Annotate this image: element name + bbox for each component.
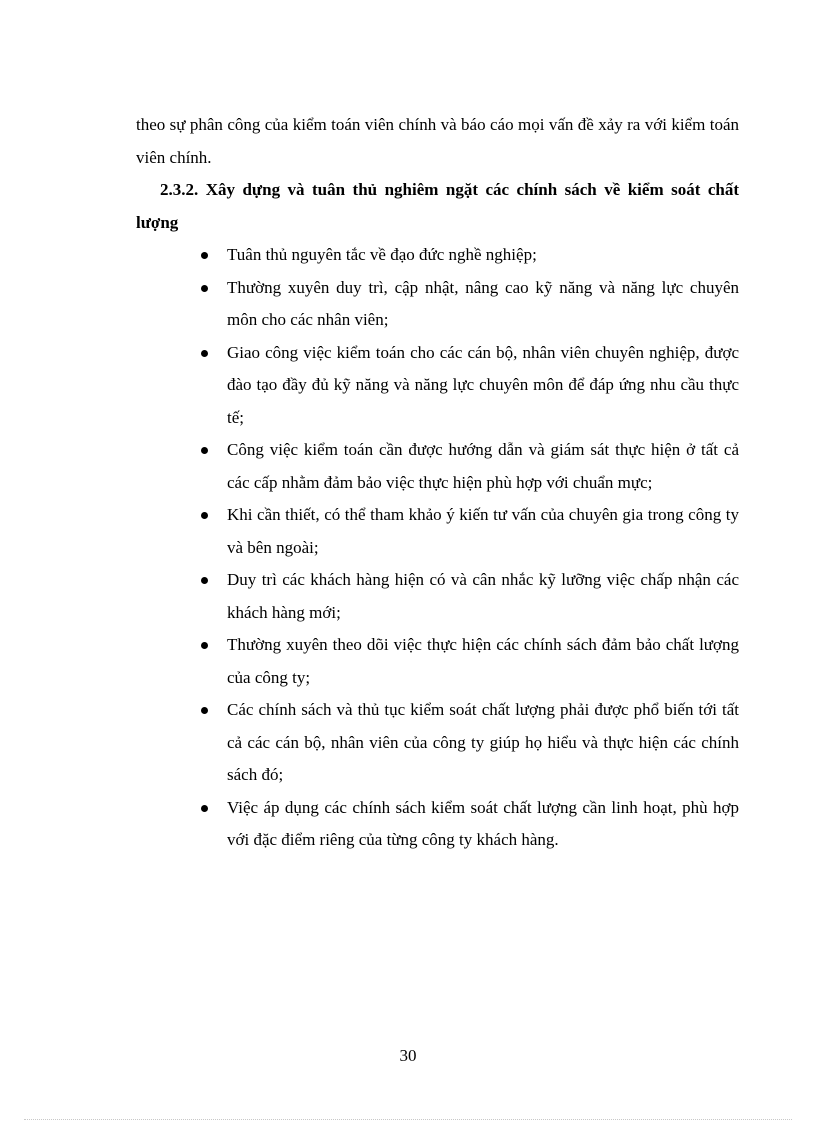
list-item-text: Giao công việc kiểm toán cho các cán bộ, nhân viên chuyên nghiệp, được đào tạo đầy đủ kỹ năng và năng lực chuyên môn để đáp ứng nhu cầu thực tế;	[227, 342, 739, 427]
bullet-icon	[201, 577, 208, 584]
list-item	[199, 272, 739, 337]
bullet-icon	[201, 642, 208, 649]
intro-paragraph: theo sự phân công của kiểm toán viên chính và báo cáo mọi vấn đề xảy ra với kiểm toán viên chính.	[136, 115, 739, 167]
bullet-icon	[201, 350, 208, 357]
list-item	[199, 792, 739, 857]
bullet-list	[199, 239, 739, 857]
bullet-icon	[201, 252, 208, 259]
bullet-icon	[201, 512, 208, 519]
list-item-text: Duy trì các khách hàng hiện có và cân nhắc kỹ lưỡng việc chấp nhận các khách hàng mới;	[227, 570, 739, 622]
list-item-text: Thường xuyên theo dõi việc thực hiện các chính sách đảm bảo chất lượng của công ty;	[227, 635, 739, 687]
list-item	[199, 499, 739, 564]
page-bottom-divider	[24, 1119, 792, 1120]
list-item-text: Tuân thủ nguyên tắc về đạo đức nghề nghiệp;	[227, 245, 537, 264]
bullet-icon	[201, 447, 208, 454]
list-item-text: Công việc kiểm toán cần được hướng dẫn và giám sát thực hiện ở tất cả các cấp nhằm đảm bảo việc thực hiện phù hợp với chuẩn mực;	[227, 440, 739, 492]
list-item	[199, 337, 739, 435]
bullet-icon	[201, 805, 208, 812]
list-item-text: Các chính sách và thủ tục kiểm soát chất lượng phải được phổ biến tới tất cả các cán bộ, nhân viên của công ty giúp họ hiểu và thực hiện các chính sách đó;	[227, 700, 739, 784]
list-item-text: Khi cần thiết, có thể tham khảo ý kiến tư vấn của chuyên gia trong công ty và bên ngoài;	[227, 505, 739, 557]
bullet-icon	[201, 707, 208, 714]
bullet-icon	[201, 285, 208, 292]
list-item	[199, 694, 739, 792]
list-item	[199, 629, 739, 694]
list-item	[199, 239, 739, 272]
list-item	[199, 434, 739, 499]
list-item-text: Việc áp dụng các chính sách kiểm soát chất lượng cần linh hoạt, phù hợp với đặc điểm riêng của từng công ty khách hàng.	[227, 797, 739, 849]
list-item-text: Thường xuyên duy trì, cập nhật, nâng cao kỹ năng và năng lực chuyên môn cho các nhân viên;	[227, 277, 739, 329]
page-number: 30	[399, 1046, 417, 1065]
section-heading: 2.3.2. Xây dựng và tuân thủ nghiêm ngặt các chính sách về kiểm soát chất lượng	[136, 180, 739, 232]
list-item	[199, 564, 739, 629]
